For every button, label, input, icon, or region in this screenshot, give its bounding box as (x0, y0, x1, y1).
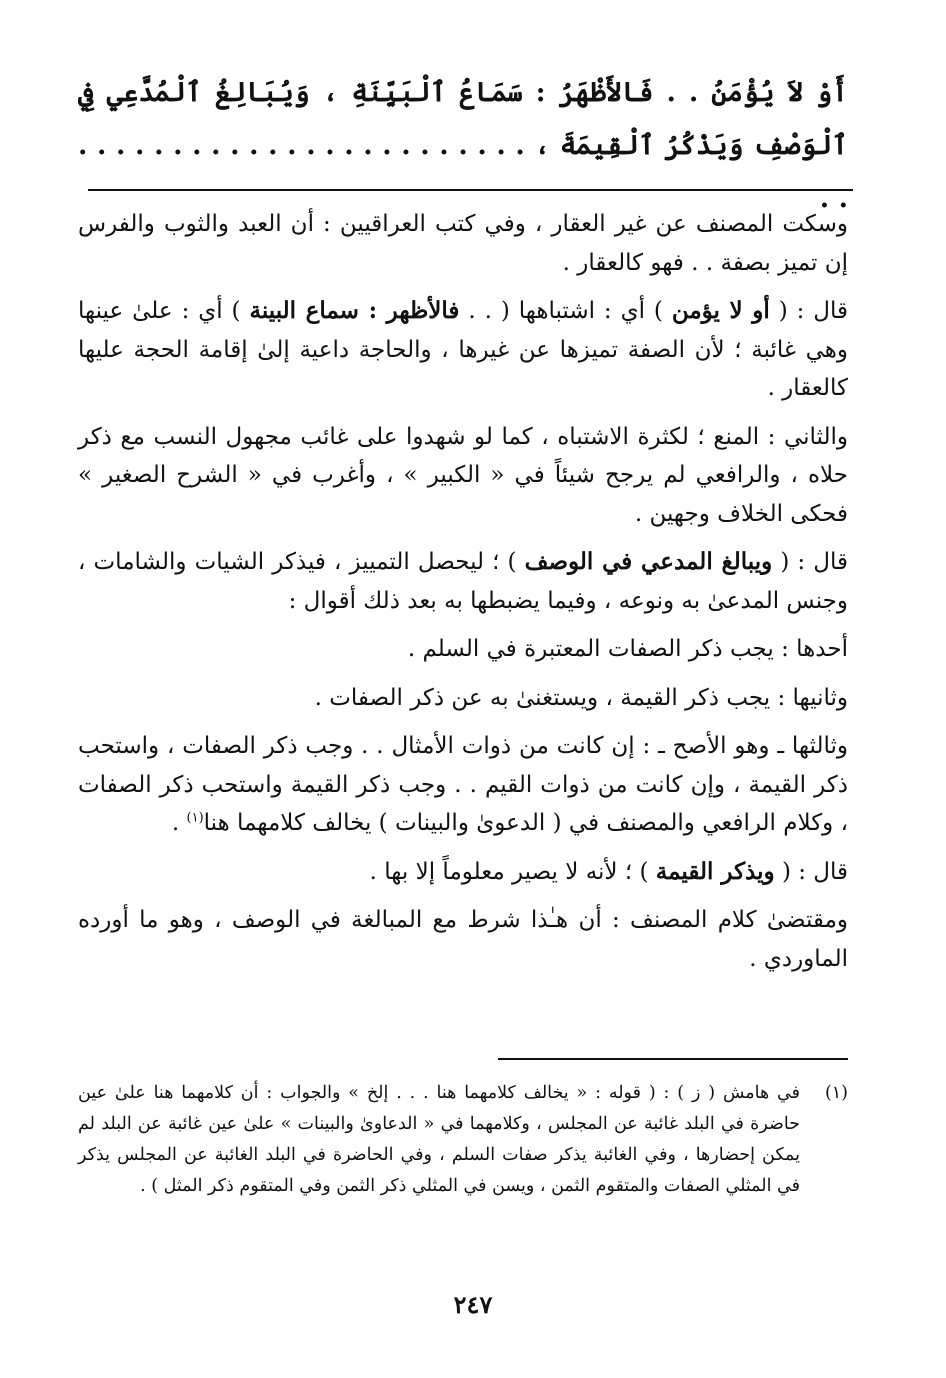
quoted-matn: ويبالغ المدعي في الوصف (524, 548, 773, 575)
matn-dots: . . . . . . . . . . . . . . . . . . . . . . . . . . (78, 130, 848, 214)
text-run: ) أي : اشتباهها ( . . (468, 298, 663, 324)
text-run: ) ؛ لأنه لا يصير معلوماً إلا بها . (369, 858, 649, 885)
paragraph (78, 727, 848, 843)
paragraph: وسكت المصنف عن غير العقار ، وفي كتب العراقيين : أن العبد والثوب والفرس إن تميز بصفة . . فهو كالعقار . (78, 211, 849, 276)
text-run: قال : ( (781, 858, 848, 885)
paragraph: أحدها : يجب ذكر الصفات المعتبرة في السلم . (407, 636, 848, 662)
paragraph: ومقتضىٰ كلام المصنف : أن هـٰذا شرط مع المبالغة في الوصف ، وهو ما أورده الماوردي . (78, 907, 848, 972)
paragraph: وثانيها : يجب ذكر القيمة ، ويستغنىٰ به عن ذكر الصفات . (314, 684, 848, 711)
text-run: وثالثها ـ وهو الأصح ـ : إن كانت من ذوات الأمثال . . وجب ذكر الصفات ، واستحب ذكر القيمة ، وإن كانت من ذوات القيم . . وجب ذكر القيمة واستحب ذكر الصفات ، وكلام الرافعي والمصنف في ( الدعوىٰ والبينات ) يخالف كلامهما هنا (78, 733, 848, 836)
footnote-number: (١) (824, 1083, 848, 1103)
paragraph (78, 292, 848, 408)
quoted-matn: فالأظهر : سماع البينة (249, 297, 460, 324)
text-run: ) ؛ ليحصل التمييز ، فيذكر الشيات والشامات ، وجنس المدعىٰ به ونوعه ، وفيما يضبطها به بعد ذلك أقوال : (78, 549, 848, 614)
text-run: ) أي : علىٰ عينها وهي غائبة ؛ لأن الصفة تميزها عن غيرها ، والحاجة داعية إلىٰ إقامة الحجة عليها كالعقار . (78, 298, 848, 401)
text-run: . (171, 810, 187, 836)
footnote-separator-rule (498, 1058, 848, 1060)
paragraph: والثاني : المنع ؛ لكثرة الاشتباه ، كما لو شهدوا على غائب مجهول النسب مع ذكر حلاه ، والرافعي لم يرجح شيئاً في « الكبير » ، وأغرب في « الشرح الصغير » فحكى الخلاف وجهين . (78, 423, 848, 527)
text-run: قال : ( (780, 549, 848, 575)
footnote (78, 1078, 848, 1202)
footnote-marker: (١) (186, 810, 204, 826)
paragraph (78, 543, 848, 620)
footnote-text: في هامش ( ز ) : ( قوله : « يخالف كلامهما هنا . . . إلخ » والجواب : أن كلامهما هنا علىٰ عين حاضرة في البلد غائبة عن المجلس ، وكلامهما في « الدعاوىٰ والبينات » علىٰ عين غائبة عن البلد لم يمكن إحضارها ، وفي الغائبة يذكر صفات السلم ، وفي الحاضرة في البلد الغائبة عن المجلس يذكر في المثلي الصفات والمتقوم الثمن ، ويسن في المثلي ذكر الثمن وفي المتقوم ذكر المثل ) . (78, 1083, 800, 1196)
matn-separator-rule (88, 189, 853, 191)
commentary-text (78, 205, 848, 988)
matn-line: أَوْ لاَ يُؤْمَنُ . . فَالأَظْهَرُ : سَمَاعُ ٱلْبَيِّنَةِ ، وَيُبَالِغُ ٱلْمُدَّعِي فِي ٱلْوَصْفِ وَيَذْكُرُ ٱلْقِيمَةَ ، (78, 77, 849, 161)
text-run: قال : ( (778, 298, 849, 324)
quoted-matn: أو لا يؤمن (671, 297, 770, 324)
matn-text (78, 66, 848, 225)
quoted-matn: ويذكر القيمة (655, 857, 775, 885)
page-number: ٢٤٧ (453, 1290, 493, 1319)
paragraph (78, 853, 848, 892)
